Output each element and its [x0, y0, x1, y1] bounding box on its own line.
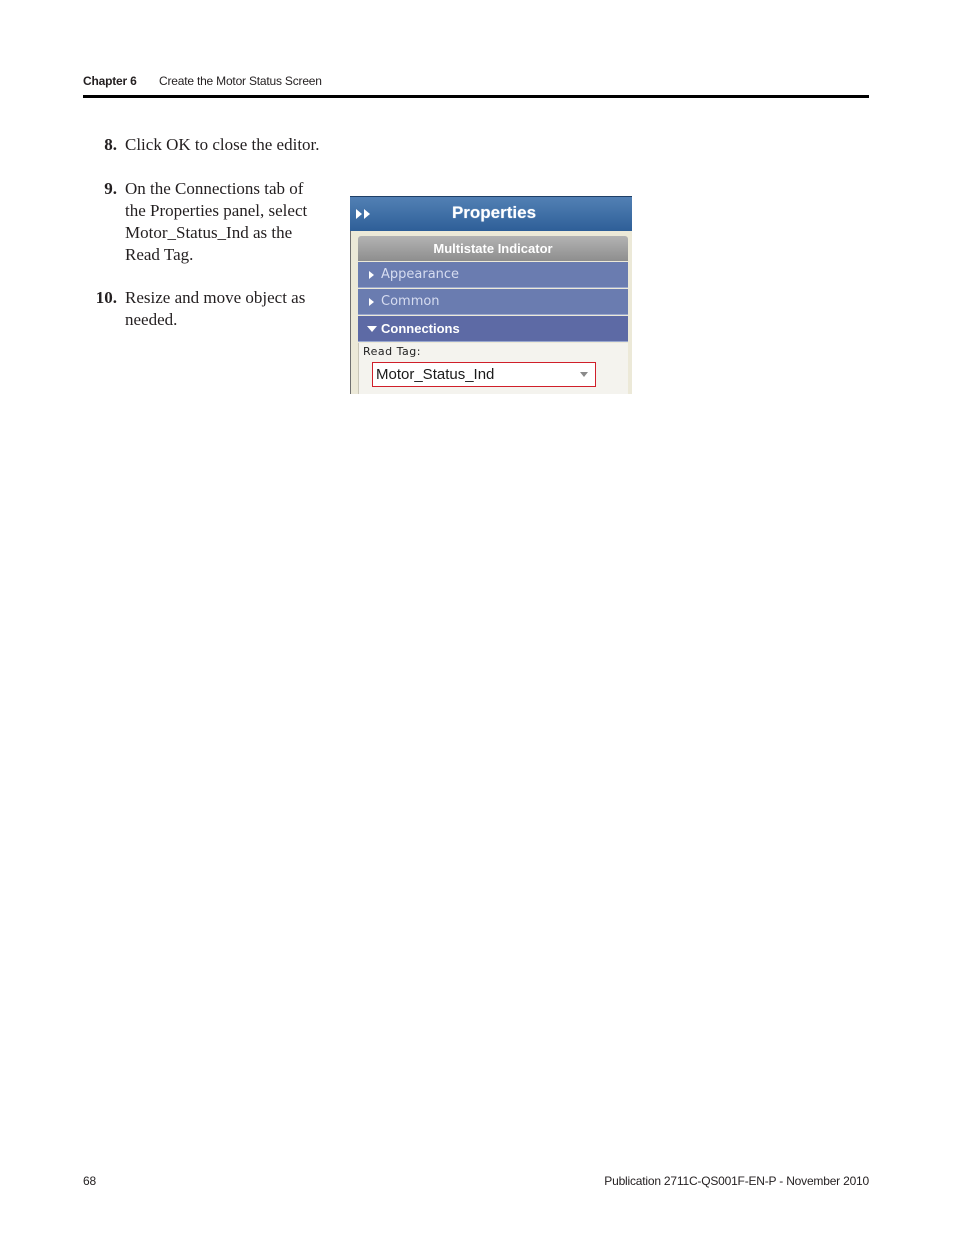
header-divider: [83, 95, 869, 98]
read-tag-label: Read Tag:: [363, 345, 421, 358]
dropdown-arrow-icon[interactable]: [580, 372, 588, 377]
category-connections[interactable]: [358, 316, 628, 342]
publication-info: Publication 2711C-QS001F-EN-P - November 2010: [604, 1174, 869, 1188]
panel-body: [350, 231, 632, 394]
page-number: 68: [83, 1174, 96, 1188]
step-number: 10.: [95, 288, 117, 307]
category-appearance[interactable]: [358, 262, 628, 288]
connections-content: [358, 343, 628, 394]
triangle-down-icon: [367, 324, 377, 334]
panel-title: Properties: [451, 203, 537, 222]
category-label: Appearance: [381, 267, 460, 282]
chapter-label: Chapter 6: [83, 74, 137, 88]
properties-panel: [350, 196, 632, 394]
object-type-header: Multistate Indicator: [358, 236, 628, 261]
step-text: Resize and move object as needed.: [125, 288, 306, 329]
step-text: On the Connections tab of the Properties panel, select Motor_Status_Ind as the Read Tag.: [125, 179, 308, 264]
triangle-right-icon: [367, 297, 377, 307]
read-tag-value: Motor_Status_Ind: [376, 366, 495, 383]
page-header: [83, 72, 869, 90]
category-label: Connections: [381, 321, 460, 336]
category-label: Common: [381, 294, 440, 309]
step-text: Click OK to close the editor.: [125, 135, 320, 154]
triangle-right-icon: [367, 270, 377, 280]
category-common[interactable]: [358, 289, 628, 315]
panel-header: [350, 196, 632, 231]
chapter-title: Create the Motor Status Screen: [159, 74, 322, 88]
read-tag-dropdown[interactable]: [372, 362, 596, 387]
step-number: 8.: [104, 135, 117, 154]
step-number: 9.: [104, 179, 117, 198]
